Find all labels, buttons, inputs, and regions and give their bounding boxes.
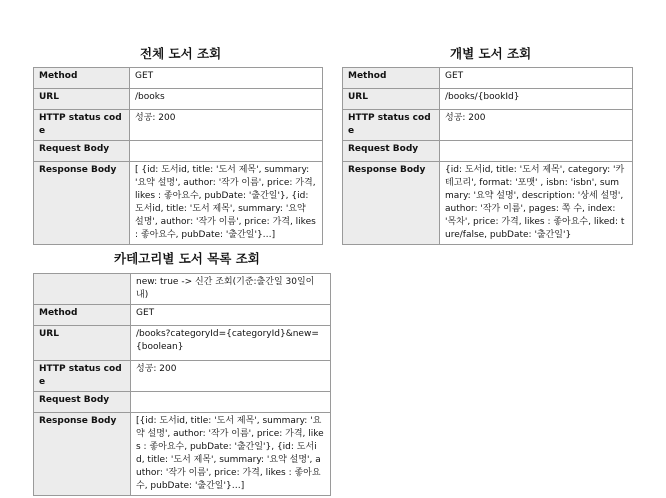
row-key: Method: [343, 68, 440, 89]
row-key: HTTP status code: [343, 110, 440, 141]
table-row: [34, 110, 323, 141]
row-value: 성공: 200: [440, 110, 633, 141]
row-value: [{id: 도서id, title: '도서 제목', summary: '요약 설명', author: '작가 이름', price: 가격, likes : 좋아요수, pubDate: '출간일'}, {id: 도서id, title: '도서 제목', summary: '요약 설명', author: '작가 이름', price: 가격, likes : 좋아요수, pubDate: '출간일'}…]: [131, 413, 331, 496]
row-key: URL: [34, 89, 130, 110]
table-row: [34, 274, 331, 305]
table-row: [343, 68, 633, 89]
row-value: GET: [130, 68, 323, 89]
all-books-table: [33, 67, 323, 245]
row-key: HTTP status code: [34, 361, 131, 392]
row-value: [131, 392, 331, 413]
all-books-title: 전체 도서 조회: [140, 46, 222, 61]
table-row: [34, 68, 323, 89]
row-value: [130, 141, 323, 162]
table-row: [343, 110, 633, 141]
row-key: Method: [34, 68, 130, 89]
row-value: GET: [440, 68, 633, 89]
row-value: 성공: 200: [130, 110, 323, 141]
table-row: [34, 141, 323, 162]
row-key: URL: [34, 326, 131, 361]
row-value: {id: 도서id, title: '도서 제목', category: '카테고리', format: '포맷' , isbn: 'isbn', summary: '요약 설명', description: '상세 설명', author: '작가 이름', pages: 쪽 수, index: '목차', price: 가격, likes : 좋아요수, liked: ture/false, pubDate: '출간일'}: [440, 162, 633, 245]
row-key: Request Body: [34, 392, 131, 413]
row-key: Response Body: [343, 162, 440, 245]
row-value: GET: [131, 305, 331, 326]
row-key: HTTP status code: [34, 110, 130, 141]
row-key: Response Body: [34, 162, 130, 245]
table-row: [34, 326, 331, 361]
table-row: [343, 162, 633, 245]
single-book-title: 개별 도서 조회: [450, 46, 532, 61]
row-key: Method: [34, 305, 131, 326]
row-value: [ {id: 도서id, title: '도서 제목', summary: '요약 설명', author: '작가 이름', price: 가격, likes : 좋아요수, pubDate: '출간일'}, {id: 도서id, title: '도서 제목', summary: '요약 설명', author: '작가 이름', price: 가격, likes : 좋아요수, pubDate: '출간일'}…]: [130, 162, 323, 245]
table-row: [34, 305, 331, 326]
table-row: [343, 141, 633, 162]
table-row: [34, 392, 331, 413]
row-key: Request Body: [343, 141, 440, 162]
table-row: [34, 413, 331, 496]
row-value: /books: [130, 89, 323, 110]
table-row: [343, 89, 633, 110]
table-row: [34, 162, 323, 245]
category-books-title: 카테고리별 도서 목록 조회: [114, 251, 260, 266]
row-value: /books/{bookId}: [440, 89, 633, 110]
table-row: [34, 89, 323, 110]
row-value: 성공: 200: [131, 361, 331, 392]
row-value: /books?categoryId={categoryId}&new={boolean}: [131, 326, 331, 361]
row-key-empty: [34, 274, 131, 305]
single-book-table: [342, 67, 633, 245]
row-key: Response Body: [34, 413, 131, 496]
category-books-table: [33, 273, 331, 496]
row-key: Request Body: [34, 141, 130, 162]
new-param-note: new: true -> 신간 조회(기준:출간일 30일이내): [131, 274, 331, 305]
row-key: URL: [343, 89, 440, 110]
table-row: [34, 361, 331, 392]
row-value: [440, 141, 633, 162]
